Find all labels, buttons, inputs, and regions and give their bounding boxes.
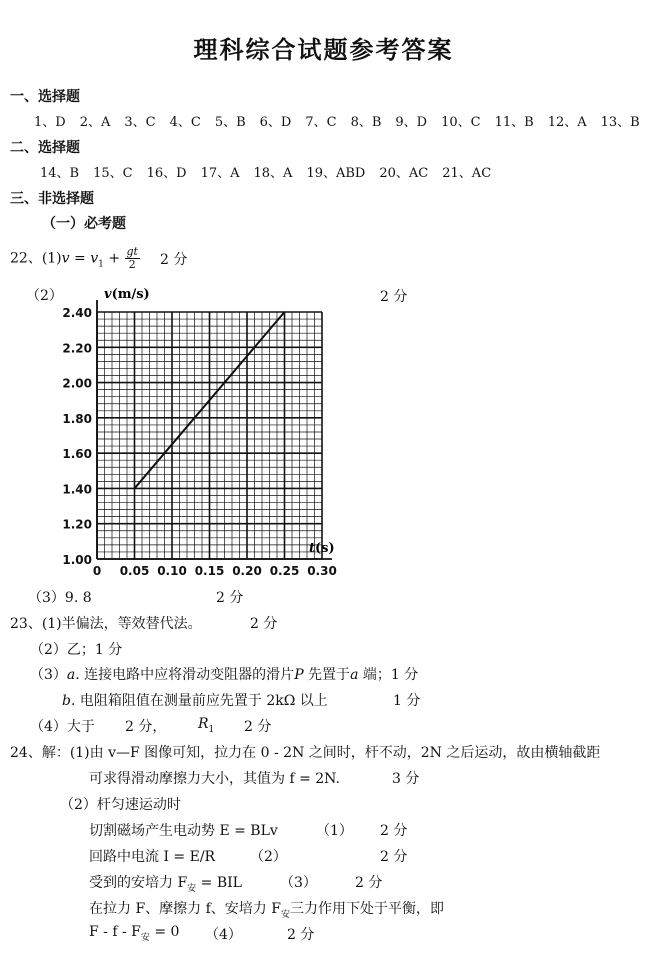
y-tick-label: 1.20 (62, 517, 92, 532)
q24-line2-score: 3 分 (392, 771, 420, 787)
y-tick-label: 1.80 (62, 411, 92, 426)
chart-axes (97, 300, 332, 559)
q24-line4: 切割磁场产生电动势 E = BLv (89, 823, 278, 839)
answer-item: 12、A (547, 115, 587, 130)
answer-item: 17、A (200, 166, 240, 181)
q24-line6-num: （3） (280, 875, 317, 891)
answer-item: 3、C (124, 115, 156, 130)
x-tick-label: 0.15 (194, 564, 225, 578)
chart-grid (97, 312, 322, 559)
section-heading-choice-2: 二、选择题 (10, 140, 80, 156)
y-tick-label: 1.60 (62, 447, 92, 462)
answer-item: 9、D (395, 115, 428, 130)
y-tick-label: 1.00 (62, 553, 92, 567)
answer-item: 20、AC (379, 166, 429, 181)
answer-item: 16、D (146, 166, 187, 181)
answer-item: 2、A (79, 115, 111, 130)
answer-item: 10、C (441, 115, 481, 130)
chart-y-label: v(m/s) (104, 287, 150, 302)
q24-line5-num: （2） (250, 849, 287, 865)
answer-item: 15、C (93, 166, 133, 181)
answer-item: 1、D (34, 115, 66, 130)
x-tick-label: 0.30 (307, 564, 337, 578)
answer-item: 8、B (350, 115, 382, 130)
x-tick-label: 0.20 (232, 564, 262, 578)
fraction-gt-over-2: $\frac{gt}{2}$ (126, 245, 138, 271)
q23-line5-R1: $R_1$ (198, 716, 215, 735)
answer-item: 18、A (253, 166, 293, 181)
q23-line2: （2）乙；1 分 (30, 642, 123, 658)
y-tick-label: 2.00 (62, 376, 92, 391)
q22-part3-score: 2 分 (216, 590, 244, 606)
q23-line4-score: 1 分 (393, 693, 421, 709)
answer-item: 11、B (494, 115, 534, 130)
q24-line8-score: 2 分 (287, 927, 315, 943)
answer-item: 19、ABD (306, 166, 366, 181)
section-heading-nonchoice: 三、非选择题 (10, 191, 94, 207)
answer-item: 7、C (305, 115, 337, 130)
chart-y-ticks (62, 306, 92, 567)
q24-line4-num: （1） (316, 823, 353, 839)
answer-item: 14、B (40, 166, 80, 181)
q23-line4: b. 电阻箱阻值在测量前应先置于 2kΩ 以上 (62, 693, 328, 709)
answer-list-2 (40, 162, 505, 181)
y-tick-label: 2.20 (62, 341, 92, 356)
q23-line5-score1: 2 分， (125, 719, 167, 735)
q22-part1: 22、$(1)v = v_1$ + $\frac{gt}{2}$ (10, 245, 138, 271)
q24-line8-num: （4） (205, 927, 242, 943)
answer-item: 13、B (600, 115, 640, 130)
q24-line6-score: 2 分 (355, 875, 383, 891)
page-title: 理科综合试题参考答案 (193, 35, 454, 64)
answer-item: 21、AC (442, 166, 492, 181)
q22-part3: （3）9. 8 (28, 590, 92, 606)
answer-item: 4、C (169, 115, 201, 130)
x-tick-label: 0.05 (119, 564, 150, 578)
chart-x-ticks (93, 564, 337, 578)
y-tick-label: 2.40 (62, 306, 92, 320)
answer-item: 5、B (214, 115, 246, 130)
q24-line3: （2）杆匀速运动时 (60, 797, 181, 813)
q22-part2-score: 2 分 (380, 289, 408, 305)
q24-line1: 24、解：(1)由 v—F 图像可知，拉力在 0 - 2N 之间时，杆不动，2N 之后运动，故由横轴截距 (10, 745, 601, 761)
section-heading-choice: 一、选择题 (10, 89, 80, 105)
answer-item: 6、D (259, 115, 292, 130)
chart-x-label: t(s) (309, 541, 335, 556)
vt-chart (0, 280, 360, 585)
x-tick-label: 0.25 (269, 564, 300, 578)
q24-line4-score: 2 分 (380, 823, 408, 839)
q22-part2-label: （2） (26, 288, 63, 304)
subsection-required: （一）必考题 (42, 216, 126, 232)
q23-line1: 23、(1)半偏法，等效替代法。 (10, 616, 202, 632)
y-tick-label: 1.40 (62, 482, 92, 497)
q24-line6: 受到的安培力 $F_安$ = BIL (89, 875, 242, 894)
x-tick-label: 0 (92, 564, 102, 578)
q22-part1-score: 2 分 (160, 252, 188, 268)
q23-line5: （4）大于 (30, 719, 95, 735)
q24-line5-score: 2 分 (380, 849, 408, 865)
q23-line3: （3）a. 连接电路中应将滑动变阻器的滑片P 先置于a 端；1 分 (30, 667, 419, 683)
answer-list-1 (34, 111, 647, 130)
q23-line5-score2: 2 分 (244, 719, 272, 735)
q24-line7: 在拉力 F、摩擦力 f、安培力 $F_安$三力作用下处于平衡，即 (89, 901, 444, 920)
q24-line8: $F - f - F_安 = 0$ (89, 924, 180, 943)
q24-line5: 回路中电流 I = E/R (89, 849, 216, 865)
q24-line2: 可求得滑动摩擦力大小，其值为 f = 2N. (89, 771, 340, 787)
q23-line1-score: 2 分 (250, 616, 278, 632)
x-tick-label: 0.10 (157, 564, 187, 578)
